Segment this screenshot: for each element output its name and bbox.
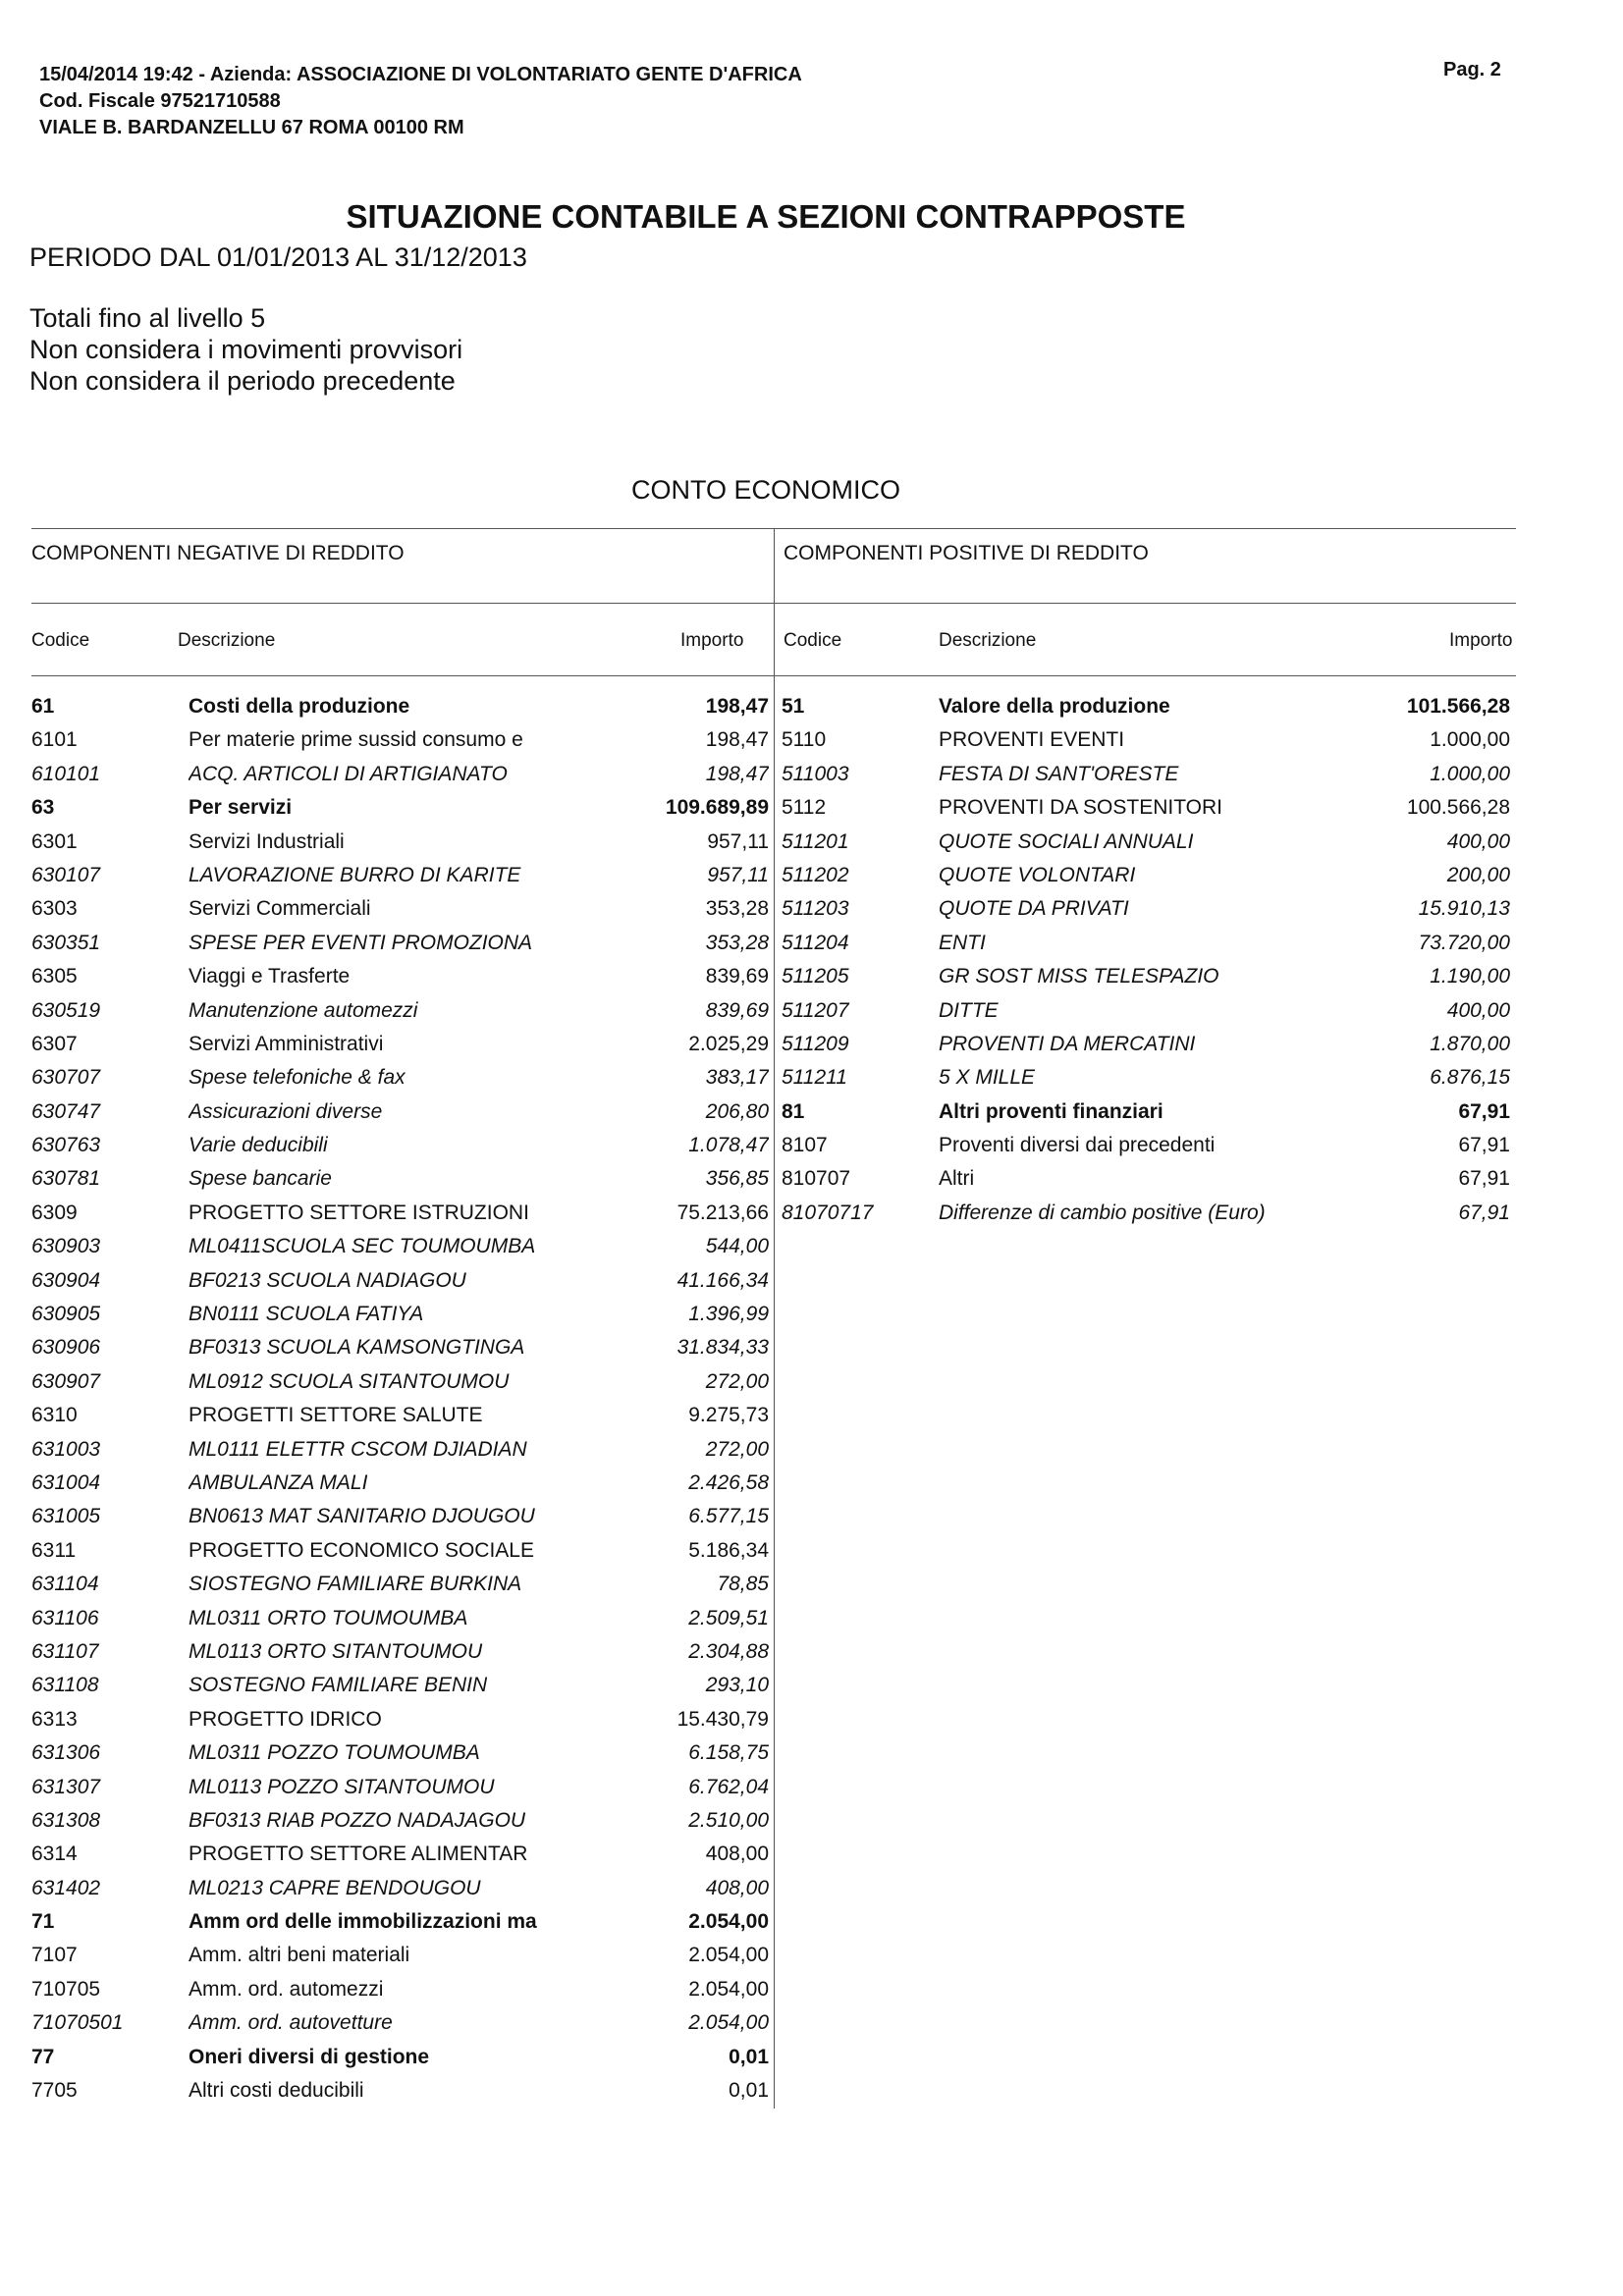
account-amount: 206,80 <box>705 1099 769 1123</box>
account-description: ML0213 CAPRE BENDOUGOU <box>189 1876 481 1899</box>
account-description: Viaggi e Trasferte <box>189 965 351 988</box>
account-description: ACQ. ARTICOLI DI ARTIGIANATO <box>189 762 508 785</box>
account-code: 81 <box>782 1099 805 1123</box>
account-code: 511207 <box>782 998 849 1022</box>
account-amount: 101.566,28 <box>1406 695 1510 718</box>
account-code: 631402 <box>31 1876 101 1899</box>
account-description: Amm. ord. automezzi <box>189 1977 384 2001</box>
account-amount: 198,47 <box>705 728 769 752</box>
account-description: PROVENTI DA MERCATINI <box>939 1032 1196 1055</box>
section-title: CONTO ECONOMICO <box>630 475 900 505</box>
account-description: BF0313 RIAB POZZO NADAJAGOU <box>189 1808 526 1832</box>
account-description: QUOTE SOCIALI ANNUALI <box>939 829 1194 853</box>
account-amount: 408,00 <box>705 1842 769 1866</box>
account-amount: 1.078,47 <box>688 1134 769 1157</box>
account-code: 511202 <box>782 863 849 886</box>
account-amount: 67,91 <box>1458 1099 1510 1123</box>
account-description: ML0113 ORTO SITANTOUMOU <box>189 1639 483 1663</box>
account-description: Proventi diversi dai precedenti <box>939 1134 1216 1157</box>
account-code: 631104 <box>31 1573 99 1596</box>
account-amount: 78,85 <box>717 1573 769 1596</box>
account-amount: 957,11 <box>707 863 769 886</box>
account-description: DITTE <box>939 998 999 1022</box>
account-amount: 15.910,13 <box>1418 897 1510 921</box>
account-code: 631004 <box>31 1470 101 1494</box>
account-code: 5112 <box>782 796 827 820</box>
account-code: 630763 <box>31 1134 101 1157</box>
account-description: PROGETTO IDRICO <box>189 1707 382 1731</box>
positive-components-title: COMPONENTI POSITIVE DI REDDITO <box>784 542 1149 564</box>
note-line: Non considera i movimenti provvisori <box>29 335 463 364</box>
account-description: Spese telefoniche & fax <box>189 1066 406 1090</box>
account-description: QUOTE VOLONTARI <box>939 863 1136 886</box>
account-amount: 6.762,04 <box>688 1775 769 1798</box>
account-amount: 353,28 <box>705 931 769 954</box>
account-amount: 2.025,29 <box>688 1032 769 1055</box>
report-notes <box>29 302 462 397</box>
account-code: 6313 <box>31 1707 78 1731</box>
account-code: 630519 <box>31 998 101 1022</box>
account-amount: 67,91 <box>1458 1167 1510 1191</box>
account-code: 630907 <box>31 1369 101 1393</box>
account-description: Oneri diversi di gestione <box>189 2045 430 2068</box>
account-code: 6307 <box>31 1032 78 1055</box>
account-description: PROGETTI SETTORE SALUTE <box>189 1404 483 1427</box>
header-company-line: 15/04/2014 19:42 - Azienda: ASSOCIAZIONE DI VOLONTARIATO GENTE D'AFRICA <box>39 64 802 85</box>
account-description: SIOSTEGNO FAMILIARE BURKINA <box>189 1573 522 1596</box>
negative-components-title: COMPONENTI NEGATIVE DI REDDITO <box>31 542 405 564</box>
account-amount: 2.509,51 <box>688 1606 769 1629</box>
account-code: 5110 <box>782 728 827 752</box>
account-amount: 272,00 <box>705 1437 769 1461</box>
account-description: Per materie prime sussid consumo e <box>189 728 523 752</box>
account-amount: 1.000,00 <box>1430 728 1510 752</box>
account-description: SPESE PER EVENTI PROMOZIONA <box>189 931 533 954</box>
account-amount: 957,11 <box>707 829 769 853</box>
account-code: 631108 <box>31 1674 99 1697</box>
account-amount: 1.000,00 <box>1430 762 1510 785</box>
account-description: Amm. ord. autovetture <box>189 2011 393 2035</box>
account-code: 511205 <box>782 965 849 988</box>
account-code: 6310 <box>31 1404 78 1427</box>
account-code: 511209 <box>782 1032 849 1055</box>
account-amount: 2.510,00 <box>688 1808 769 1832</box>
account-amount: 2.426,58 <box>688 1470 769 1494</box>
account-code: 630781 <box>31 1167 101 1191</box>
account-description: FESTA DI SANT'ORESTE <box>939 762 1179 785</box>
account-code: 631307 <box>31 1775 101 1798</box>
account-amount: 109.689,89 <box>665 796 769 820</box>
account-code: 6314 <box>31 1842 78 1866</box>
account-code: 8107 <box>782 1134 828 1157</box>
account-code: 511211 <box>782 1066 847 1090</box>
account-code: 71 <box>31 1910 55 1934</box>
left-col-amount: Importo <box>680 630 744 651</box>
header-address: VIALE B. BARDANZELLU 67 ROMA 00100 RM <box>39 117 464 138</box>
account-description: ML0111 ELETTR CSCOM DJIADIAN <box>189 1437 527 1461</box>
account-description: QUOTE DA PRIVATI <box>939 897 1129 921</box>
account-amount: 353,28 <box>705 897 769 921</box>
account-amount: 293,10 <box>705 1674 769 1697</box>
account-code: 6311 <box>31 1538 77 1562</box>
account-description: PROGETTO SETTORE ISTRUZIONI <box>189 1201 529 1224</box>
note-line: Non considera il periodo precedente <box>29 366 456 396</box>
account-description: Servizi Commerciali <box>189 897 371 921</box>
account-description: Altri costi deducibili <box>189 2079 364 2103</box>
account-code: 630351 <box>31 931 101 954</box>
account-description: Valore della produzione <box>939 695 1170 718</box>
account-amount: 5.186,34 <box>688 1538 769 1562</box>
account-description: PROGETTO SETTORE ALIMENTAR <box>189 1842 528 1866</box>
table-center-divider <box>774 528 775 2109</box>
account-description: ENTI <box>939 931 986 954</box>
account-amount: 100.566,28 <box>1406 796 1510 820</box>
account-description: Amm. altri beni materiali <box>189 1944 410 1967</box>
account-amount: 408,00 <box>705 1876 769 1899</box>
account-description: ML0411SCUOLA SEC TOUMOUMBA <box>189 1235 536 1258</box>
account-code: 631308 <box>31 1808 101 1832</box>
account-description: ML0311 POZZO TOUMOUMBA <box>189 1741 480 1765</box>
account-amount: 2.054,00 <box>688 1977 769 2001</box>
account-description: ML0912 SCUOLA SITANTOUMOU <box>189 1369 510 1393</box>
account-description: SOSTEGNO FAMILIARE BENIN <box>189 1674 488 1697</box>
account-code: 6305 <box>31 965 78 988</box>
account-description: Manutenzione automezzi <box>189 998 418 1022</box>
account-description: BN0613 MAT SANITARIO DJOUGOU <box>189 1505 535 1528</box>
account-description: AMBULANZA MALI <box>189 1470 368 1494</box>
account-code: 631106 <box>31 1606 99 1629</box>
account-description: Amm ord delle immobilizzazioni ma <box>189 1910 537 1934</box>
account-code: 631306 <box>31 1741 101 1765</box>
account-amount: 839,69 <box>705 998 769 1022</box>
right-col-code: Codice <box>784 630 842 651</box>
account-amount: 198,47 <box>705 695 769 718</box>
account-amount: 272,00 <box>705 1369 769 1393</box>
account-amount: 1.396,99 <box>688 1303 769 1326</box>
account-amount: 383,17 <box>705 1066 769 1090</box>
account-amount: 67,91 <box>1458 1201 1510 1224</box>
account-amount: 200,00 <box>1446 863 1510 886</box>
account-amount: 41.166,34 <box>676 1268 769 1292</box>
account-code: 71070501 <box>31 2011 124 2035</box>
right-col-amount: Importo <box>1449 630 1513 651</box>
account-code: 6301 <box>31 829 78 853</box>
account-amount: 6.876,15 <box>1430 1066 1510 1090</box>
account-amount: 73.720,00 <box>1418 931 1510 954</box>
account-code: 7705 <box>31 2079 78 2103</box>
account-code: 511003 <box>782 762 849 785</box>
account-amount: 356,85 <box>705 1167 769 1191</box>
account-amount: 2.054,00 <box>688 2011 769 2035</box>
account-description: ML0311 ORTO TOUMOUMBA <box>189 1606 468 1629</box>
account-code: 77 <box>31 2045 55 2068</box>
account-description: 5 X MILLE <box>939 1066 1036 1090</box>
account-description: GR SOST MISS TELESPAZIO <box>939 965 1219 988</box>
account-description: BF0313 SCUOLA KAMSONGTINGA <box>189 1336 525 1360</box>
account-code: 710705 <box>31 1977 101 2001</box>
account-amount: 6.577,15 <box>688 1505 769 1528</box>
account-code: 7107 <box>31 1944 78 1967</box>
account-amount: 544,00 <box>705 1235 769 1258</box>
account-amount: 400,00 <box>1446 998 1510 1022</box>
account-code: 511203 <box>782 897 849 921</box>
account-amount: 839,69 <box>705 965 769 988</box>
header-tax-code: Cod. Fiscale 97521710588 <box>39 90 281 112</box>
report-title: SITUAZIONE CONTABILE A SEZIONI CONTRAPPOSTE <box>346 198 1186 235</box>
account-description: ML0113 POZZO SITANTOUMOU <box>189 1775 495 1798</box>
account-amount: 67,91 <box>1458 1134 1510 1157</box>
account-description: Varie deducibili <box>189 1134 328 1157</box>
account-code: 6101 <box>31 728 78 752</box>
account-code: 631107 <box>31 1639 99 1663</box>
account-code: 511204 <box>782 931 849 954</box>
right-col-description: Descrizione <box>939 630 1037 651</box>
account-code: 810707 <box>782 1167 851 1191</box>
account-code: 630747 <box>31 1099 101 1123</box>
report-header <box>39 62 802 141</box>
left-col-code: Codice <box>31 630 90 651</box>
account-code: 610101 <box>31 762 101 785</box>
account-description: Altri <box>939 1167 975 1191</box>
account-code: 511201 <box>782 829 849 853</box>
account-code: 630107 <box>31 863 101 886</box>
account-amount: 1.870,00 <box>1430 1032 1510 1055</box>
account-amount: 0,01 <box>729 2045 769 2068</box>
left-col-description: Descrizione <box>178 630 276 651</box>
account-amount: 6.158,75 <box>688 1741 769 1765</box>
account-amount: 198,47 <box>705 762 769 785</box>
account-description: Assicurazioni diverse <box>189 1099 383 1123</box>
account-code: 6303 <box>31 897 78 921</box>
account-code: 81070717 <box>782 1201 874 1224</box>
account-code: 6309 <box>31 1201 78 1224</box>
account-description: PROGETTO ECONOMICO SOCIALE <box>189 1538 534 1562</box>
account-description: Altri proventi finanziari <box>939 1099 1163 1123</box>
account-code: 631005 <box>31 1505 101 1528</box>
account-code: 61 <box>31 695 55 718</box>
account-amount: 2.054,00 <box>688 1944 769 1967</box>
account-description: Spese bancarie <box>189 1167 332 1191</box>
account-code: 631003 <box>31 1437 101 1461</box>
account-amount: 400,00 <box>1446 829 1510 853</box>
account-code: 630905 <box>31 1303 101 1326</box>
account-amount: 75.213,66 <box>676 1201 769 1224</box>
account-amount: 2.304,88 <box>688 1639 769 1663</box>
account-description: BN0111 SCUOLA FATIYA <box>189 1303 424 1326</box>
account-code: 630906 <box>31 1336 101 1360</box>
note-line: Totali fino al livello 5 <box>29 303 266 333</box>
account-amount: 31.834,33 <box>676 1336 769 1360</box>
account-amount: 1.190,00 <box>1430 965 1510 988</box>
account-code: 63 <box>31 796 55 820</box>
account-description: Per servizi <box>189 796 293 820</box>
account-description: Differenze di cambio positive (Euro) <box>939 1201 1266 1224</box>
account-description: Servizi Industriali <box>189 829 345 853</box>
account-description: PROVENTI EVENTI <box>939 728 1125 752</box>
account-code: 630707 <box>31 1066 101 1090</box>
account-code: 630904 <box>31 1268 101 1292</box>
account-description: BF0213 SCUOLA NADIAGOU <box>189 1268 466 1292</box>
account-amount: 15.430,79 <box>676 1707 769 1731</box>
account-code: 630903 <box>31 1235 101 1258</box>
page-number: Pag. 2 <box>1443 59 1501 80</box>
account-amount: 9.275,73 <box>688 1404 769 1427</box>
account-amount: 0,01 <box>729 2079 769 2103</box>
account-description: Servizi Amministrativi <box>189 1032 384 1055</box>
account-amount: 2.054,00 <box>688 1910 769 1934</box>
account-description: PROVENTI DA SOSTENITORI <box>939 796 1222 820</box>
report-period: PERIODO DAL 01/01/2013 AL 31/12/2013 <box>29 242 527 272</box>
account-description: Costi della produzione <box>189 695 410 718</box>
account-code: 51 <box>782 695 805 718</box>
account-description: LAVORAZIONE BURRO DI KARITE <box>189 863 521 886</box>
